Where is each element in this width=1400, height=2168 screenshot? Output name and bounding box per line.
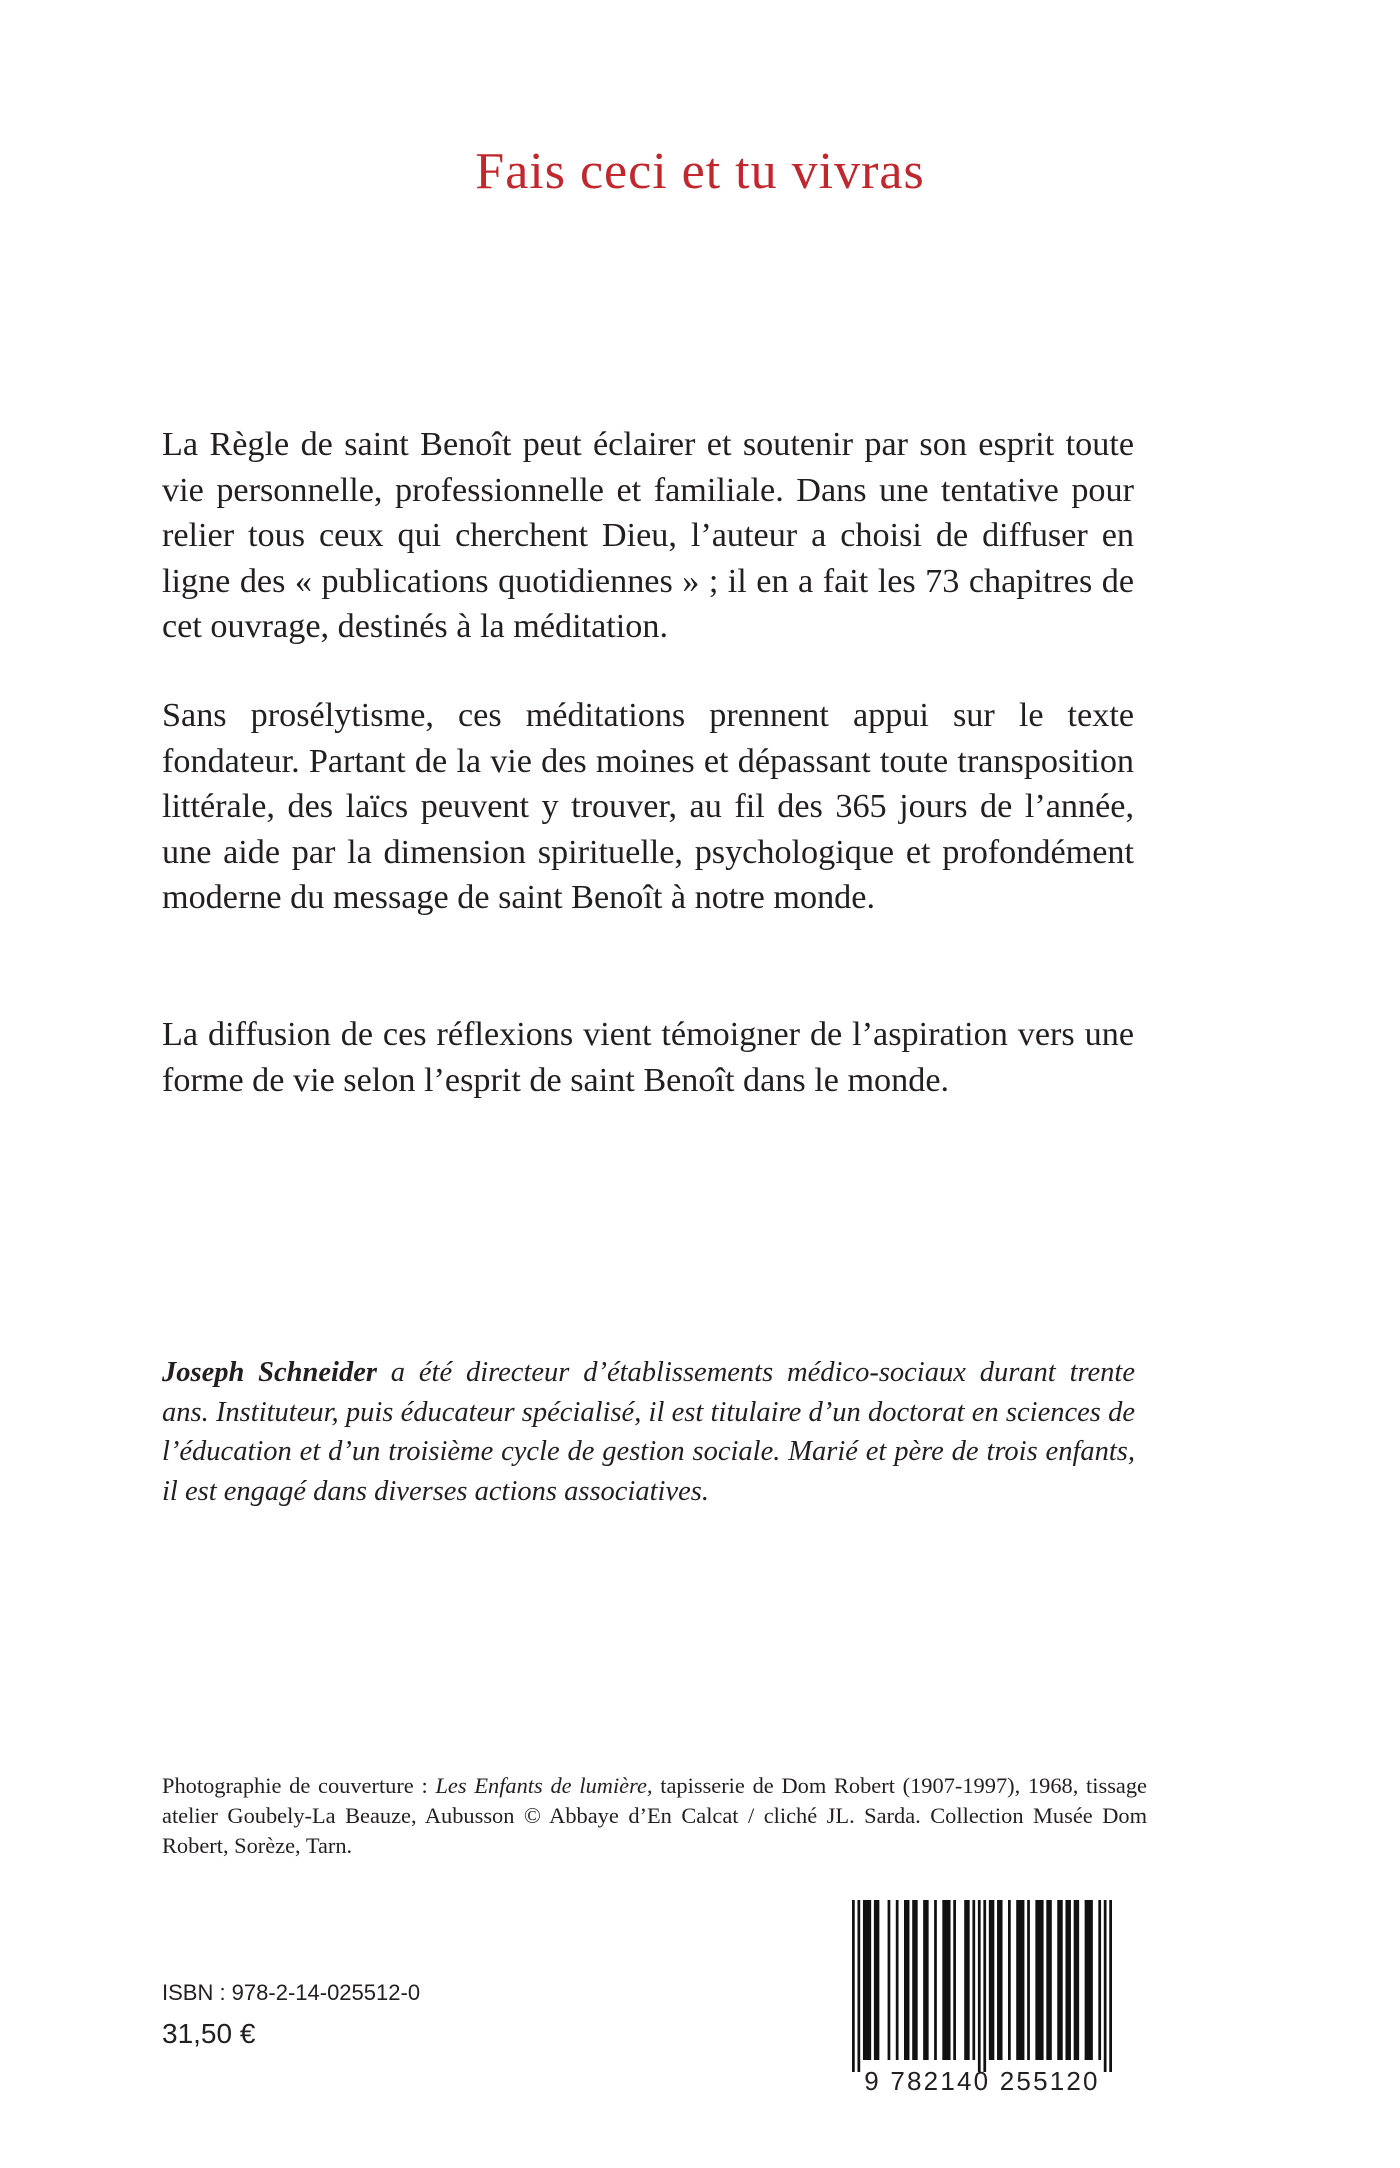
barcode-bar	[904, 1900, 909, 2060]
barcode-bar	[852, 1900, 855, 2072]
book-title: Fais ceci et tu vivras	[475, 143, 925, 200]
isbn-label: ISBN : 978-2-14-025512-0	[162, 1980, 421, 2005]
author-bio	[162, 1353, 1135, 1511]
barcode	[852, 1900, 1112, 2072]
barcode-bar	[972, 1900, 975, 2060]
barcode-bar	[912, 1900, 917, 2060]
barcode-bar	[989, 1900, 994, 2060]
barcode-bar	[874, 1900, 879, 2060]
barcode-bar	[1104, 1900, 1107, 2072]
barcode-bar	[1109, 1900, 1112, 2072]
barcode-bar	[1098, 1900, 1101, 2060]
barcode-bar	[942, 1900, 950, 2060]
barcode-bar	[1046, 1900, 1051, 2060]
barcode-bar	[978, 1900, 981, 2072]
barcode-bar	[857, 1900, 860, 2072]
barcode-graphic	[852, 1900, 1112, 2072]
barcode-bar	[1035, 1900, 1043, 2060]
author-bio-text: a été directeur d’établissements médico-sociaux durant trente ans. Instituteur, puis éducateur spécialisé, il est titulaire d’un doctorat en sciences de l’éducation et d’un troisième cycle de gestion sociale. Marié et père de trois enfants, il est engagé dans diverses actions associatives.	[162, 1357, 1135, 1507]
credits-work-title: Les Enfants de lumière,	[435, 1773, 653, 1798]
barcode-bar	[923, 1900, 928, 2060]
barcode-bar	[997, 1900, 1002, 2060]
blurb-paragraph-1: La Règle de saint Benoît peut éclairer et soutenir par son esprit toute vie personnelle, professionnelle et familiale. Dans une tentative pour relier tous ceux qui cherchent Dieu, l’auteur a choisi de diffuser en ligne des « publications quotidiennes » ; il en a fait les 73 chapitres de cet ouvrage, destinés à la méditation.	[162, 426, 1134, 645]
author-name: Joseph Schneider	[162, 1357, 377, 1388]
barcode-bar	[983, 1900, 986, 2072]
barcode-bar	[1065, 1900, 1070, 2060]
barcode-bar	[1057, 1900, 1062, 2060]
barcode-bar	[863, 1900, 871, 2060]
barcode-number: 9 782140 255120	[864, 2066, 1100, 2096]
credits-prefix: Photographie de couverture :	[162, 1773, 436, 1798]
barcode-bar	[1027, 1900, 1030, 2060]
barcode-bar	[1085, 1900, 1093, 2060]
barcode-bar	[1016, 1900, 1024, 2060]
blurb-paragraph-2: Sans prosélytisme, ces méditations prennent appui sur le texte fondateur. Partant de la vie des moines et dépassant toute transposition littérale, des laïcs peuvent y trouver, au fil des 365 jours de l’année, une aide par la dimension spirituelle, psychologique et profondément moderne du message de saint Benoît à notre monde.	[162, 697, 1134, 916]
barcode-bar	[953, 1900, 956, 2060]
barcode-bar	[1008, 1900, 1011, 2060]
barcode-bar	[1074, 1900, 1079, 2060]
barcode-bar	[888, 1900, 891, 2060]
price-label: 31,50 €	[162, 2018, 256, 2049]
barcode-bar	[964, 1900, 969, 2060]
credits-rest: tapisserie de Dom Robert (1907-1997), 1968, tissage atelier Goubely-La Beauze, Aubusson © Abbaye d’En Calcat / cliché JL. Sarda. Collection Musée Dom Robert, Sorèze, Tarn.	[162, 1773, 1147, 1858]
blurb-paragraph-3: La diffusion de ces réflexions vient témoigner de l’aspiration vers une forme de vie selon l’esprit de saint Benoît dans le monde.	[162, 1016, 1134, 1099]
barcode-bar	[934, 1900, 937, 2060]
cover-photo-credits	[162, 1771, 1147, 1861]
barcode-bar	[896, 1900, 899, 2060]
